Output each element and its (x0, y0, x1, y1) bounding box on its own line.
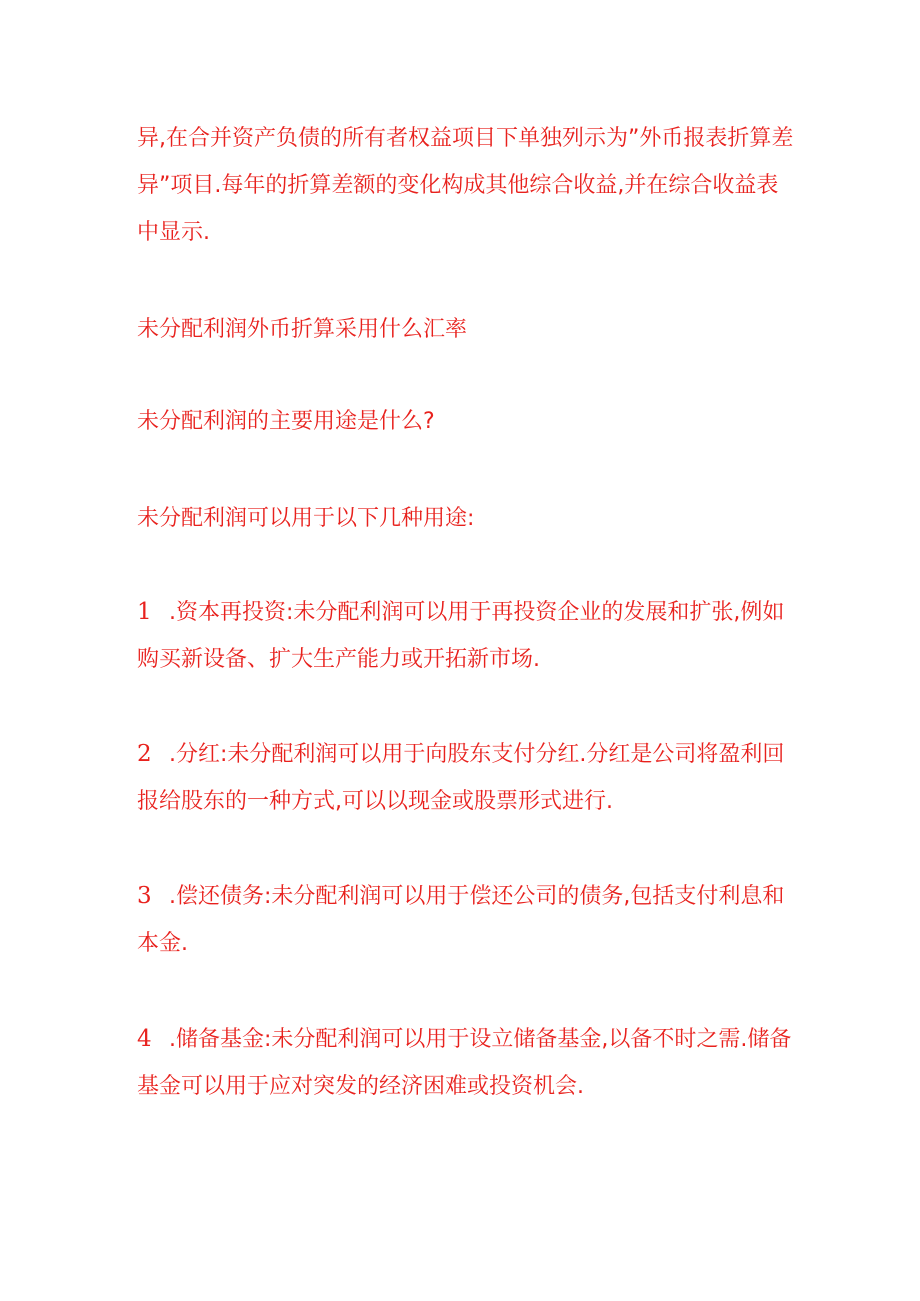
list-item-number: 2 (137, 741, 152, 767)
list-item (137, 589, 797, 683)
list-item-number: 1 (137, 599, 152, 625)
list-item-text: .偿还债务:未分配利润可以用于偿还公司的债务,包括支付利息和本金. (137, 884, 785, 956)
list-item-text: .分红:未分配利润可以用于向股东支付分红.分红是公司将盈利回报给股东的一种方式,可以以现金或股票形式进行. (137, 742, 785, 814)
list-item-number: 3 (137, 883, 152, 909)
list-item (137, 873, 797, 967)
list-item-text: .储备基金:未分配利润可以用于设立储备基金,以备不时之需.储备基金可以用于应对突发的经济困难或投资机会. (137, 1027, 792, 1099)
list-item (137, 1016, 797, 1110)
list-item-number: 4 (137, 1026, 152, 1052)
list-item-text: .资本再投资:未分配利润可以用于再投资企业的发展和扩张,例如购买新设备、扩大生产能力或开拓新市场. (137, 600, 785, 672)
list-item (137, 731, 797, 825)
paragraph-continuation: 异,在合并资产负债的所有者权益项目下单独列示为”外币报表折算差异”项目.每年的折算差额的变化构成其他综合收益,并在综合收益表中显示. (137, 126, 794, 245)
list-intro: 未分配利润可以用于以下几种用途: (137, 506, 475, 531)
section-heading: 未分配利润外币折算采用什么汇率 (137, 317, 468, 342)
question-heading: 未分配利润的主要用途是什么? (137, 409, 435, 434)
